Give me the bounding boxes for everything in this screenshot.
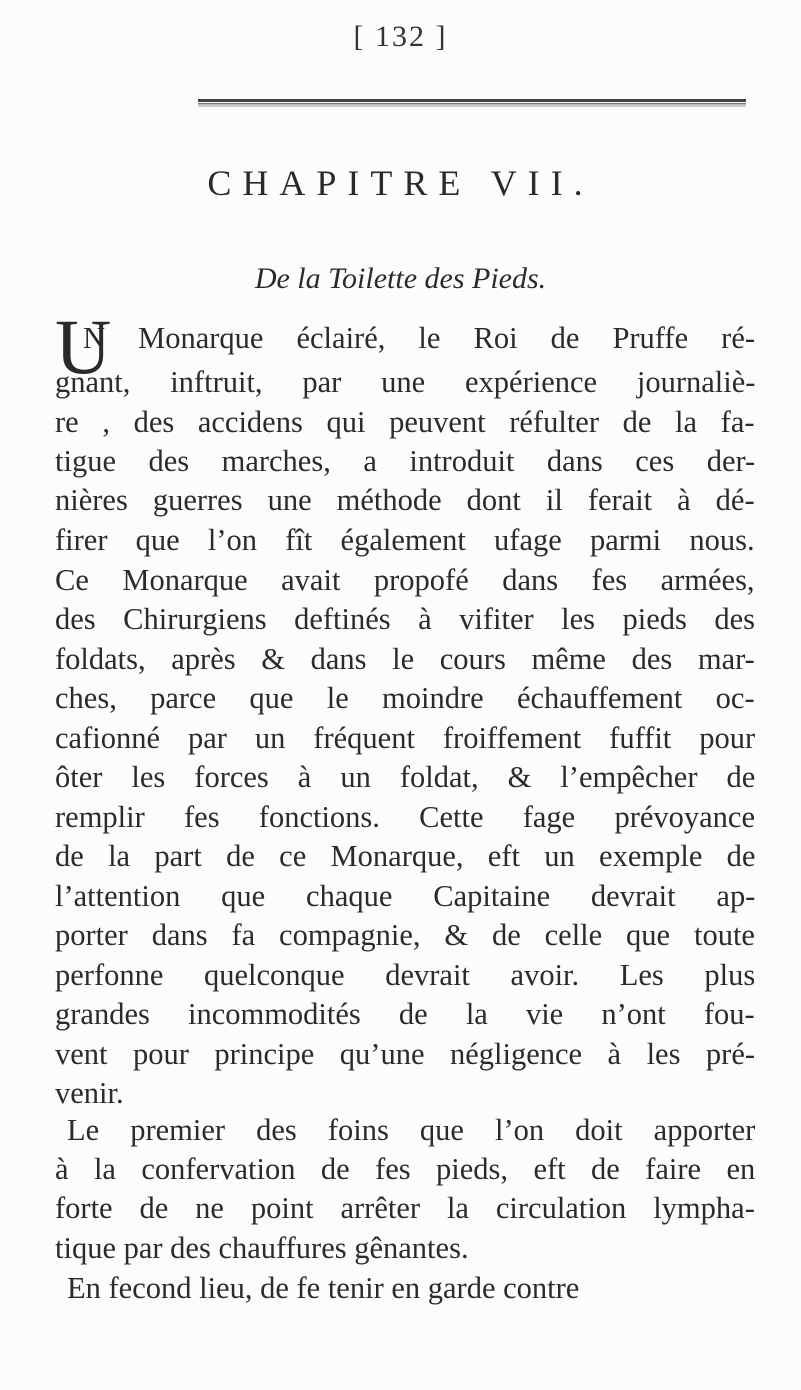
text-line: tique par des chauffures gênantes. [55,1231,469,1265]
text-line: de la part de ce Monarque, eft un exemple de [55,839,756,873]
text-line: Le premier des foins que l’on doit apporter [67,1113,756,1147]
text-line: à la confervation de fes pieds, eft de faire en [55,1152,756,1186]
text-line: des Chirurgiens deftinés à vifiter les pieds des [55,602,756,636]
text-line: En fecond lieu, de fe tenir en garde contre [67,1271,580,1305]
text-line: nières guerres une méthode dont il ferait à dé- [55,483,755,517]
text-line: perfonne quelconque devrait avoir. Les plus [55,958,756,992]
text-line: vent pour principe qu’une négligence à les pré- [55,1037,756,1071]
section-title: De la Toilette des Pieds. [254,262,547,295]
text-line: l’attention que chaque Capitaine devrait ap- [55,879,756,913]
text-line: remplir fes fonctions. Cette fage prévoyance [55,800,756,834]
text-line: foldats, après & dans le cours même des mar- [55,642,755,676]
chapter-title: CHAPITRE VII. [207,163,594,203]
text-line: firer que l’on fît également ufage parmi nous. [55,523,755,557]
text-line: Ce Monarque avait propofé dans fes armées, [55,563,755,597]
text-line: re , des accidens qui peuvent réfulter de la fa- [55,405,755,439]
text-line: tigue des marches, a introduit dans ces der- [55,444,756,478]
text-line: grandes incommodités de la vie n’ont fou- [55,997,755,1031]
text-line: porter dans fa compagnie, & de celle que toute [55,918,755,952]
text-line: gnant, inftruit, par une expérience journaliè- [55,365,756,399]
text-line: venir. [55,1076,124,1110]
page-number: [ 132 ] [353,20,448,53]
text-line: forte de ne point arrêter la circulation lympha- [55,1191,755,1225]
text-line: ôter les forces à un foldat, & l’empêcher de [55,760,756,794]
text-line: N Monarque éclairé, le Roi de Pruffe ré- [83,321,756,355]
drop-cap: U [55,303,112,390]
text-line: ches, parce que le moindre échauffement oc- [55,681,755,715]
text-line: cafionné par un fréquent froiffement fuffit pour [55,721,756,755]
header-ornament-rule [198,98,746,108]
